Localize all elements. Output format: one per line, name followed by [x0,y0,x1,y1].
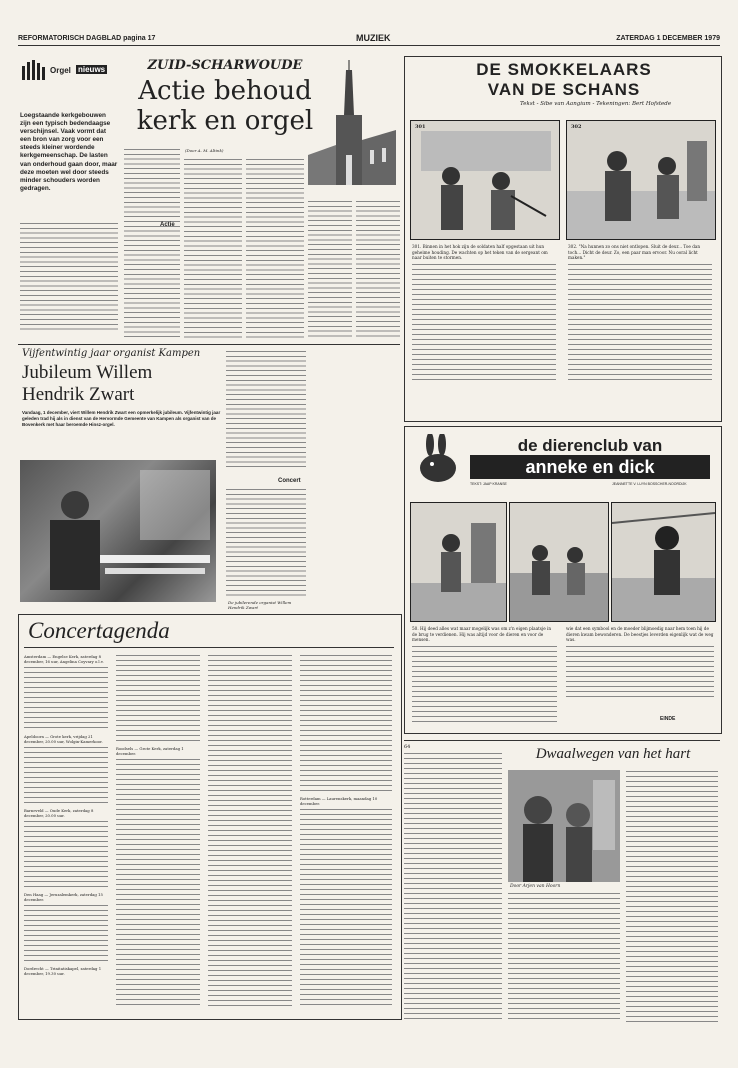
agenda-entry: Roodsels — Grote Kerk, zaterdag 1 december. [116,746,184,756]
smokkelaars-credit: Tekst - Sibe van Aangium - Tekeningen: Bert Hofstede [520,101,672,107]
smokkelaars-panel-302-art [567,121,715,239]
dierenclub-author-right: JEANNETTE V. LUYN BOSSCHER-NOORDIJK [612,482,687,486]
organist-photo [20,460,216,602]
agenda-column1 [24,654,108,976]
article2-lead: Vandaag, 1 december, viert Willem Hendrik Zwart een opmerkelijk jubileum. Vijfentwintig jaar geleden trad hij als in dienst van de Hervormde Gemeente van Kampen als organist van de Bovenkerk met haar beroemde Hinsz-orgel. [22,410,221,427]
story-illustration-art [508,770,620,882]
page-header [18,33,720,45]
article2-column2 [226,488,306,598]
dierenclub-panel-1 [410,502,507,622]
article1-kicker: ZUID-SCHARWOUDE [147,58,303,73]
article1-title-line1: Actie behoud [138,76,312,106]
story-column3 [626,770,718,1022]
agenda-entry: Barneveld — Oude Kerk, zaterdag 8 december, 20.00 uur. [24,808,94,818]
story-title: Dwaalwegen van het hart [535,746,691,762]
article1-lead: Loegstaande kerkgebouwen zijn een typisch bedendaagse verschijnsel. Vaak vormt dat een bron van zorg voor een steeds kleiner wordende kerkgemeenschap. De lasten van onderhoud gaan door, maar deze moeten wel door steeds minder schouders worden gedragen. [20,112,118,192]
dierenclub-panel-3-art [612,503,715,621]
section-name: MUZIEK [356,33,391,43]
article2-top-rule [18,344,400,345]
article1-column5 [308,200,352,338]
smokkelaars-panel-302 [566,120,716,240]
article1-subhead-actie: Actie [160,222,175,228]
story-top-rule [404,740,720,741]
logo-word-orgel: Orgel [50,66,71,75]
agenda-entry: Dordrecht — Trinitatiskapel, zaterdag 1 december, 19.30 uur. [24,966,102,976]
article1-title-line2: kerk en orgel [136,106,314,136]
story-column1 [404,752,502,1022]
agenda-entry: Den Haag — Jeruzalemkerk, zaterdag 15 december. [24,892,103,902]
concertagenda-title: Concertagenda [28,618,170,643]
article2-column1 [226,350,306,470]
issue-date: ZATERDAG 1 DECEMBER 1979 [616,35,720,42]
story-author: Door Arjen van Hoorn [510,884,561,889]
dierenclub-panel-1-art [411,503,506,621]
header-rule [18,45,720,46]
dierenclub-end: EINDE [660,716,676,722]
article1-column3 [184,158,242,338]
article2-title-line1: Jubileum Willem [22,362,153,383]
dierenclub-title-line2: anneke en dick [470,455,710,479]
article2-kicker: Vijfentwintig jaar organist Kampen [22,348,201,359]
story-number: 64 [404,744,411,750]
organist-photo-caption: De jubilerende organist Willem Hendrik Zwart [228,600,292,610]
smokkelaars-panel-301-art [411,121,559,239]
rabbit-icon [410,434,468,486]
article2-title-line2: Hendrik Zwart [22,384,135,405]
smokkelaars-panel-301 [410,120,560,240]
agenda-column3 [208,654,292,1010]
dierenclub-caption-left [412,626,557,723]
dierenclub-caption-right [566,626,714,701]
dierenclub-author-left: TEKST: JAAP KRANSE [470,482,507,486]
agenda-entry: Apeldoorn — Grote kerk, vrijdag 21 december, 20.00 uur, Wolgin-Kamerkoor. [24,734,103,744]
smokkelaars-title-line1: DE SMOKKELAARS [476,60,652,79]
article1-column1 [20,222,118,330]
organ-pipes-icon [20,60,48,82]
article1-column6 [356,200,400,338]
caption-text: 50. Hij deed alles wat maar mogelijk was om z'n eigen plaatsje in de brug te verdienen. Hij was altijd voor de dieren en voor de mensen. [412,626,552,643]
agenda-entry: Rotterdam — Laurenskerk, maandag 10 december. [300,796,378,806]
article1-column4 [246,158,304,338]
smokkelaars-title-line2: VAN DE SCHANS [487,80,641,99]
orgelnieuws-logo [20,60,120,82]
agenda-column4 [300,654,392,1008]
smokkelaars-caption-302 [568,244,712,381]
article2-subhead-concert: Concert [278,478,301,484]
story-column2 [508,892,620,1022]
caption-text: wie dat een symbool en de moeder blijmoedig naar hem toen hij de dieren kwam bewonderen. De beestjes leverden eigenlijk wat de weg was. [566,626,714,643]
dierenclub-panel-3 [611,502,716,622]
paper-name: REFORMATORISCH DAGBLAD pagina 17 [18,35,156,42]
dierenclub-panel-2 [509,502,609,622]
caption-text: 302. "Na hunnen zo ons niet ontlopen. Sluit de deur... Toe dan toch... Dicht de deur. Zo, een paar man ervoor. Nu ooral licht maken." [568,244,701,261]
dierenclub-panel-2-art [510,503,608,621]
agenda-entry: Amsterdam — Engelse Kerk, zaterdag 8 december, 16 uur, Angelina Coyvary o.l.v. [24,654,104,664]
panel-number: 301 [415,124,426,130]
story-illustration [508,770,620,882]
dierenclub-title-line1: de dierenclub van [517,436,663,455]
organist-photo-drawing [20,460,216,602]
agenda-column2 [116,654,200,1006]
agenda-title-rule [24,647,394,648]
article1-byline: (Door A. M. Altink) [185,148,224,153]
panel-number: 302 [571,124,582,130]
smokkelaars-caption-301 [412,244,556,381]
logo-word-nieuws: nieuws [78,65,106,74]
article1-column2 [124,148,180,338]
caption-text: 301. Binnen in het hok zijn de soldaten half opgestaan uit hun geheime houding. De wachten op het teken van de sergeant om naar buiten te stormen. [412,244,548,261]
church-illustration [306,60,398,190]
